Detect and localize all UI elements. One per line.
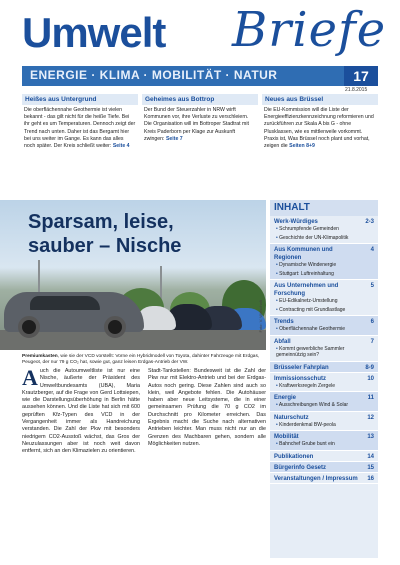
toc-category: Mobilität (274, 434, 299, 440)
caption-text: , wie sie der VCD vorstellt: Vorne ein Hybridmodell von Toyota, dahinter Fahrzeuge mit Erdgas, Peugeot, der nur 79 g CO₂ hat, sowie gut, ganz leisen Erdgas-Antrieb der VW. (22, 354, 260, 365)
teaser-page-ref[interactable]: Seiten 8+9 (289, 143, 315, 150)
toc-subitem: • Bahnchef Grube bunt ein (274, 441, 374, 450)
toc-category: Aus Unternehmen und Forschung (274, 283, 339, 297)
drop-cap: A (22, 365, 38, 390)
teaser[interactable] (142, 94, 258, 194)
car-window (30, 296, 100, 310)
toc-page-number: 16 (367, 475, 374, 482)
toc-subitem: • Ausschreibungen Wind & Solar (274, 402, 374, 411)
toc-subitem: • Contracting mit Grundlastlage (274, 307, 374, 316)
banner-topics: ENERGIE · KLIMA · MOBILITÄT · NATUR (30, 68, 278, 82)
teaser-title: Heißes aus Untergrund (22, 94, 138, 105)
logo-umwelt: Umwelt (22, 9, 166, 56)
toc-page-number: 2-3 (365, 219, 374, 225)
toc-category: Veranstaltungen / Impressum (274, 475, 358, 482)
headline-line: sauber – Nische (28, 235, 182, 257)
caption-lead: Premiumkasten (22, 354, 58, 359)
teaser-row (22, 94, 378, 194)
toc-entry[interactable] (270, 373, 378, 393)
toc-title: INHALT (270, 200, 378, 216)
logo-briefe: Briefe (232, 2, 387, 58)
teaser-title: Neues aus Brüssel (262, 94, 378, 105)
photo-caption (22, 354, 266, 366)
toc-entry[interactable] (270, 216, 378, 244)
toc-entry[interactable] (270, 431, 378, 451)
toc-entry[interactable] (270, 412, 378, 432)
toc-subitem: • Geschichte der UN-Klimapolitik (274, 235, 374, 244)
toc-page-number: 6 (370, 319, 374, 325)
toc-subitem: • Oberflächennahe Geothermie (274, 326, 374, 335)
toc-entry[interactable] (270, 244, 378, 280)
teaser-text: Die oberflächennahe Geothermie ist vielen bekannt - das gilt nicht für die heiße Tiefe. Bei ihr geht es um Temperaturen. Dennoch zeigt der Trend nach unten. Daher ist das Bergamt hier bei uns weiter im Gange. Es kann das alles noch später. Der Kreis schließt weiter: (24, 107, 136, 150)
article-text: Stadt-Tankstellen: Bundesweit ist die Zahl der Pkw nur mit Elektro-Antrieb und bei der Erdgas-Autos noch gering. Diese Zahlen sind auch so klein, weil Angebote fehlen. Die Autohäuser haben aber neue Leitsysteme, die in einer gemeinsamen Prüfung die 70 g CO2 im Durchschnitt pro Kilometer erreichen. Das Ergebnis macht die Suche nach alternativen Antrieben leichter. Man muss nicht nur an die Grenzen des Machbaren gehen, sondern alle Möglichkeiten nutzen. (148, 368, 266, 447)
article-text: uch die Autoumweltliste ist nur eine Nische, äußerte der Präsident des Umweltbundesamts (UBA), Maria Krautzberger, auf die Frage von Gerd Lottsiepen, wie die Darstellungsüberhöhung in Berlin hätte aussehen können. Und die Liste hat sich mit 600 geprüften Kfz-Typen des VCD in der Vergangenheit immer als Handreichung verstanden. Die Zahl der Pkw mit besonders niedrigem CO2-Ausstoß wächst, das Gros der Neuzulassungen aber ist noch weit davon entfernt, sich an den Klimazielen zu orientieren. (22, 368, 140, 455)
toc-subitem: • EU-Edikalnetz-Umstellung (274, 298, 374, 307)
toc-category: Bürgerinfo Gesetz (274, 464, 327, 471)
toc-list (270, 216, 378, 484)
toc-page-number: 11 (367, 395, 374, 401)
hero-headline (28, 210, 181, 258)
issue-date: 21.8.2015 (345, 87, 368, 93)
toc-category: Werk-Würdiges (274, 219, 318, 225)
toc-page-number: 4 (370, 247, 374, 253)
parking-lot (0, 330, 266, 350)
toc-category: Abfall (274, 338, 291, 345)
teaser[interactable] (262, 94, 378, 194)
toc-entry[interactable] (270, 362, 378, 373)
toc-subitem: • Stuttgart: Luftreinhaltung (274, 271, 374, 280)
toc-page-number: 13 (367, 434, 374, 440)
hero-photo (0, 200, 266, 350)
toc-entry[interactable] (270, 392, 378, 412)
article-column (148, 368, 266, 448)
car-wheel (18, 316, 40, 338)
teaser-title: Geheimes aus Bottrop (142, 94, 258, 105)
toc-page-number: 8-9 (365, 364, 374, 371)
article-column (22, 365, 140, 456)
toc-entry[interactable] (270, 473, 378, 484)
toc-entry[interactable] (270, 280, 378, 316)
toc-category: Aus Kommunen und Regionen (274, 247, 333, 261)
table-of-contents (270, 200, 378, 558)
car-wheel (104, 316, 126, 338)
toc-page-number: 15 (367, 464, 374, 471)
teaser-text: Der Bund der Steuerzahler in NRW wirft Kommunen vor, ihre Verluste zu verschleiern. Die Organisation will im Bottroper Stadtrat mit Kreis Paderborn per Klage zur Auskunft zwingen: (144, 107, 249, 142)
toc-page-number: 5 (370, 283, 374, 289)
article-body (22, 365, 266, 558)
toc-category: Naturschutz (274, 414, 309, 421)
toc-subitem: • Kraftwerksregeln Zergele (274, 383, 374, 392)
toc-subitem: • Dynamische Windenergie (274, 262, 374, 271)
toc-entry[interactable] (270, 336, 378, 362)
toc-entry[interactable] (270, 462, 378, 473)
teaser-body (262, 105, 378, 150)
toc-category: Trends (274, 319, 294, 325)
toc-page-number: 7 (370, 338, 374, 345)
teaser-page-ref[interactable]: Seite 7 (165, 135, 183, 142)
toc-category: Publikationen (274, 453, 314, 460)
toc-subitem: • Schrumpfende Gemeinden (274, 226, 374, 235)
toc-page-number: 10 (367, 375, 374, 382)
toc-category: Immissionsschutz (274, 375, 327, 382)
teaser-body (22, 105, 138, 150)
toc-entry[interactable] (270, 451, 378, 462)
teaser-body (142, 105, 258, 143)
toc-entry[interactable] (270, 316, 378, 336)
toc-category: Energie (274, 395, 297, 401)
masthead (0, 0, 400, 74)
headline-line: Sparsam, leise, (28, 211, 174, 233)
issue-number: 17 (344, 66, 378, 86)
teaser-text: Die EU-Kommission will die Liste der Energieeffizienzkennzeichnung reformieren und zurückführen zur Skala A bis G - ohne Plusklassen, wie es mittlerweile vorkommt. Praxis ist, Was Brüssel noch plant und vorhat, zeigen die (264, 107, 374, 150)
toc-subitem: • Kommt gewerbliche Sammler gemeinnützig sein? (274, 346, 374, 361)
toc-page-number: 12 (367, 414, 374, 421)
toc-page-number: 14 (367, 453, 374, 460)
topic-banner (22, 66, 378, 86)
toc-category: Brüsseler Fahrplan (274, 364, 329, 371)
teaser[interactable] (22, 94, 138, 194)
photo-credit: Foto: V. Wirtschaft (258, 300, 263, 333)
toc-subitem: • Kinderdenkmal BW-peola (274, 422, 374, 431)
teaser-page-ref[interactable]: Seite 4 (112, 143, 130, 150)
